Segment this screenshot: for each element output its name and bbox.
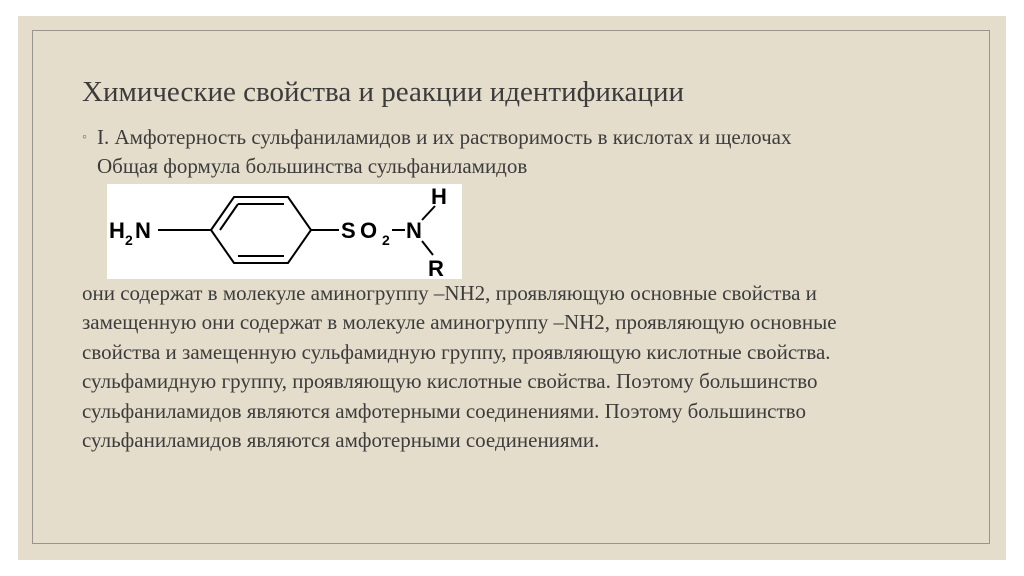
- bullet-text: I. Амфотерность сульфаниламидов и их растворимость в кислотах и щелочах Общая формула большинства сульфаниламидов: [97, 125, 792, 178]
- formula-sulfonyl-subscript: 2: [382, 232, 390, 248]
- benzene-ring: [211, 197, 311, 263]
- bullet-marker: ◦: [82, 130, 87, 145]
- formula-amide-r: R: [428, 256, 444, 279]
- ring-double-bond-left: [220, 204, 238, 230]
- formula-amine-subscript: 2: [125, 232, 133, 248]
- formula-amine-h: H: [109, 218, 125, 243]
- sulfonamide-formula: [107, 184, 462, 279]
- formula-sulfonyl-o: O: [360, 218, 378, 243]
- formula-amide-n: N: [406, 218, 422, 243]
- bullet-item: [82, 123, 842, 181]
- bond-amide-r: [422, 241, 433, 255]
- formula-amine-n: N: [135, 218, 151, 243]
- formula-sulfonyl-s: S: [341, 218, 356, 243]
- body-paragraph: они содержат в молекуле аминогруппу –NH2, проявляющую основные свойства и замещенную они содержат в молекуле аминогруппу –NH2, проявляющую основные свойства и замещенную сульфамидную группу, проявляющую кислотные свойства. сульфамидную группу, проявляющую кислотные свойства. Поэтому большинство сульфаниламидов являются амфотерными соединениями. Поэтому большинство сульфаниламидов являются амфотерными соединениями.: [82, 281, 837, 453]
- slide: [18, 16, 1006, 560]
- slide-title: Химические свойства и реакции идентификации: [82, 76, 684, 108]
- formula-amide-h: H: [431, 184, 447, 209]
